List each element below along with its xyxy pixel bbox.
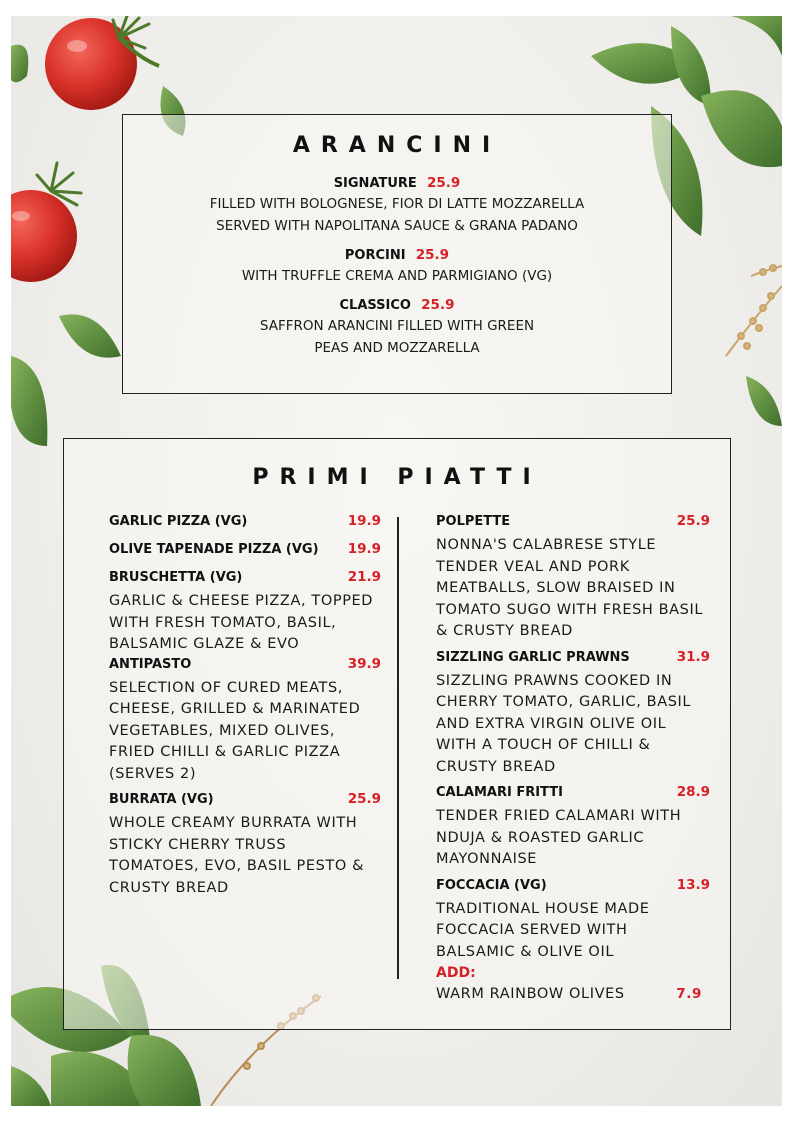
- add-on-item: [436, 983, 702, 1005]
- item-name: CLASSICO: [339, 298, 411, 313]
- item-name: BRUSCHETTA (VG): [109, 570, 243, 585]
- menu-item-foccacia: [436, 877, 710, 964]
- item-name: FOCCACIA (VG): [436, 877, 547, 893]
- herb-sprig-icon: [726, 265, 782, 356]
- item-name: POLPETTE: [436, 514, 511, 529]
- item-description: GARLIC & CHEESE PIZZA, TOPPED WITH FRESH TOMATO, BASIL, BALSAMIC GLAZE & EVO: [109, 593, 374, 652]
- menu-item-classico: [123, 295, 671, 359]
- item-description: NONNA'S CALABRESE STYLE TENDER VEAL AND PORK MEATBALLS, SLOW BRAISED IN TOMATO SUGO WITH FRESH BASIL & CRUSTY BREAD: [436, 537, 704, 639]
- item-name: CALAMARI FRITTI: [436, 785, 563, 800]
- arancini-list: [123, 173, 671, 367]
- item-name: BURRATA (VG): [109, 792, 214, 807]
- item-description: WHOLE CREAMY BURRATA WITH STICKY CHERRY TRUSS TOMATOES, EVO, BASIL PESTO & CRUSTY BREAD: [109, 815, 365, 896]
- item-name: GARLIC PIZZA (VG): [109, 514, 248, 529]
- tomato-icon: [45, 16, 159, 110]
- item-price: 21.9: [347, 569, 381, 585]
- item-price: 19.9: [347, 541, 381, 557]
- item-description: SAFFRON ARANCINI FILLED WITH GREEN: [259, 318, 535, 334]
- item-description: TENDER FRIED CALAMARI WITH NDUJA & ROASTED GARLIC MAYONNAISE: [436, 808, 682, 867]
- item-description: SIZZLING PRAWNS COOKED IN CHERRY TOMATO, GARLIC, BASIL AND EXTRA VIRGIN OLIVE OIL WITH A TOUCH OF CHILLI & CRUSTY BREAD: [436, 672, 692, 775]
- item-name: SIGNATURE: [333, 176, 417, 191]
- menu-item-bruschetta: [109, 569, 381, 656]
- menu-item-sizzling-garlic-prawns: [436, 649, 710, 779]
- menu-item-antipasto: [109, 656, 381, 786]
- item-price: 13.9: [676, 876, 710, 893]
- menu-item-garlic-pizza: [109, 513, 381, 535]
- item-name: ANTIPASTO: [109, 656, 192, 672]
- menu-item-calamari-fritti: [436, 784, 710, 871]
- primi-right-column: [436, 513, 710, 1005]
- item-price: 25.9: [347, 791, 381, 807]
- item-description: FILLED WITH BOLOGNESE, FIOR DI LATTE MOZZARELLA: [209, 196, 585, 212]
- tomato-icon: [11, 163, 81, 282]
- item-price: 31.9: [676, 648, 710, 665]
- menu-item-burrata: [109, 791, 381, 899]
- item-price: 19.9: [347, 513, 381, 529]
- menu-page: [11, 16, 782, 1106]
- arancini-title: ARANCINI: [292, 133, 502, 158]
- column-divider: [397, 517, 399, 979]
- item-price: 28.9: [676, 784, 710, 800]
- menu-item-polpette: [436, 513, 710, 643]
- item-name: OLIVE TAPENADE PIZZA (VG): [109, 542, 319, 557]
- item-description: SELECTION OF CURED MEATS, CHEESE, GRILLED & MARINATED VEGETABLES, MIXED OLIVES, FRIED CHILLI & GARLIC PIZZA (SERVES 2): [109, 679, 361, 782]
- item-description: TRADITIONAL HOUSE MADE FOCCACIA SERVED WITH BALSAMIC & OLIVE OIL: [436, 900, 650, 960]
- item-description: SERVED WITH NAPOLITANA SAUCE & GRANA PADANO: [216, 218, 578, 234]
- menu-item-signature: [123, 173, 671, 237]
- item-price: 25.9: [421, 297, 455, 313]
- primi-left-column: [109, 513, 381, 905]
- item-name: SIZZLING GARLIC PRAWNS: [436, 649, 630, 665]
- primi-piatti-section: [63, 438, 731, 1030]
- primi-title: PRIMI PIATTI: [252, 465, 542, 490]
- item-description: WITH TRUFFLE CREMA AND PARMIGIANO (VG): [241, 268, 553, 284]
- item-name: PORCINI: [344, 248, 406, 263]
- item-description: PEAS AND MOZZARELLA: [314, 340, 480, 356]
- item-price: 39.9: [347, 655, 381, 672]
- add-label: ADD:: [436, 965, 476, 981]
- add-on-price: 7.9: [676, 986, 702, 1002]
- arancini-section: [122, 114, 672, 394]
- item-price: 25.9: [415, 247, 450, 263]
- menu-item-olive-tapenade-pizza: [109, 541, 381, 563]
- add-on-name: WARM RAINBOW OLIVES: [436, 986, 625, 1002]
- item-price: 25.9: [426, 175, 461, 191]
- item-price: 25.9: [676, 513, 710, 529]
- menu-item-porcini: [123, 245, 671, 287]
